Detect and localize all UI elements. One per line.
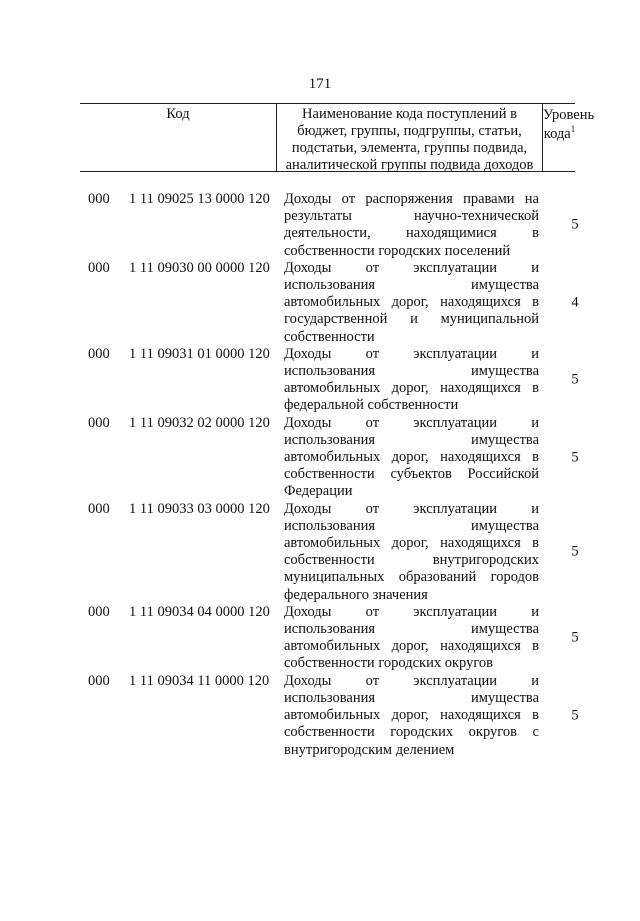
header-code: Код (166, 106, 190, 122)
code-level: 5 (571, 707, 579, 724)
footnote-marker: 1 (570, 124, 576, 135)
code-level: 5 (571, 629, 579, 646)
code-level: 5 (571, 216, 579, 233)
code-level: 4 (571, 294, 579, 311)
table-header (80, 103, 595, 173)
header-name-line: бюджет, группы, подгруппы, статьи, (297, 123, 522, 139)
income-name: Доходы от эксплуатации и использования имущества автомобильных дорог, находящихся в собственности субъектов Российской Федерации (284, 414, 539, 500)
admin-code: 000 (88, 603, 110, 620)
code-level: 5 (571, 371, 579, 388)
income-name: Доходы от эксплуатации и использования имущества автомобильных дорог, находящихся в собственности городских округов (284, 603, 539, 672)
admin-code: 000 (88, 500, 110, 517)
income-code-list (0, 191, 640, 759)
header-name-line: аналитической группы подвида доходов (285, 157, 534, 173)
page-number: 171 (308, 76, 332, 92)
income-code: 1 11 09034 04 0000 120 (129, 603, 270, 620)
code-level: 5 (571, 449, 579, 466)
admin-code: 000 (88, 191, 110, 207)
header-name (277, 106, 542, 174)
table-row (0, 260, 640, 346)
header-name-line: подстатьи, элемента, группы подвида, (291, 140, 528, 156)
admin-code: 000 (88, 259, 110, 276)
header-name-line: Наименование кода поступлений в (302, 106, 517, 122)
income-code: 1 11 09033 03 0000 120 (129, 500, 270, 517)
header-level-line: Уровень (543, 107, 595, 123)
table-row (0, 415, 640, 501)
income-code: 1 11 09031 01 0000 120 (129, 345, 270, 362)
admin-code: 000 (88, 672, 110, 689)
table-row (0, 673, 640, 759)
income-name: Доходы от распоряжения правами на результаты научно-технической деятельности, находящимися в собственности городских поселений (284, 191, 539, 259)
income-name: Доходы от эксплуатации и использования имущества автомобильных дорог, находящихся в собственности внутригородских муниципальных образований городов федерального значения (284, 500, 539, 603)
admin-code: 000 (88, 345, 110, 362)
income-name: Доходы от эксплуатации и использования имущества автомобильных дорог, находящихся в государственной и муниципальной собственности (284, 259, 539, 345)
income-code: 1 11 09034 11 0000 120 (129, 672, 270, 689)
income-code: 1 11 09030 00 0000 120 (129, 259, 270, 276)
income-name: Доходы от эксплуатации и использования имущества автомобильных дорог, находящихся в собственности городских округов с внутригородским делением (284, 672, 539, 758)
admin-code: 000 (88, 414, 110, 431)
income-code: 1 11 09025 13 0000 120 (129, 191, 270, 207)
income-code: 1 11 09032 02 0000 120 (129, 414, 270, 431)
table-row (0, 501, 640, 604)
code-level: 5 (571, 543, 579, 560)
header-level (543, 106, 595, 144)
table-row (0, 191, 640, 260)
income-name: Доходы от эксплуатации и использования имущества автомобильных дорог, находящихся в федеральной собственности (284, 345, 539, 414)
table-row (0, 604, 640, 673)
header-level-line: кода$^1$ (543, 124, 576, 142)
table-row (0, 346, 640, 415)
